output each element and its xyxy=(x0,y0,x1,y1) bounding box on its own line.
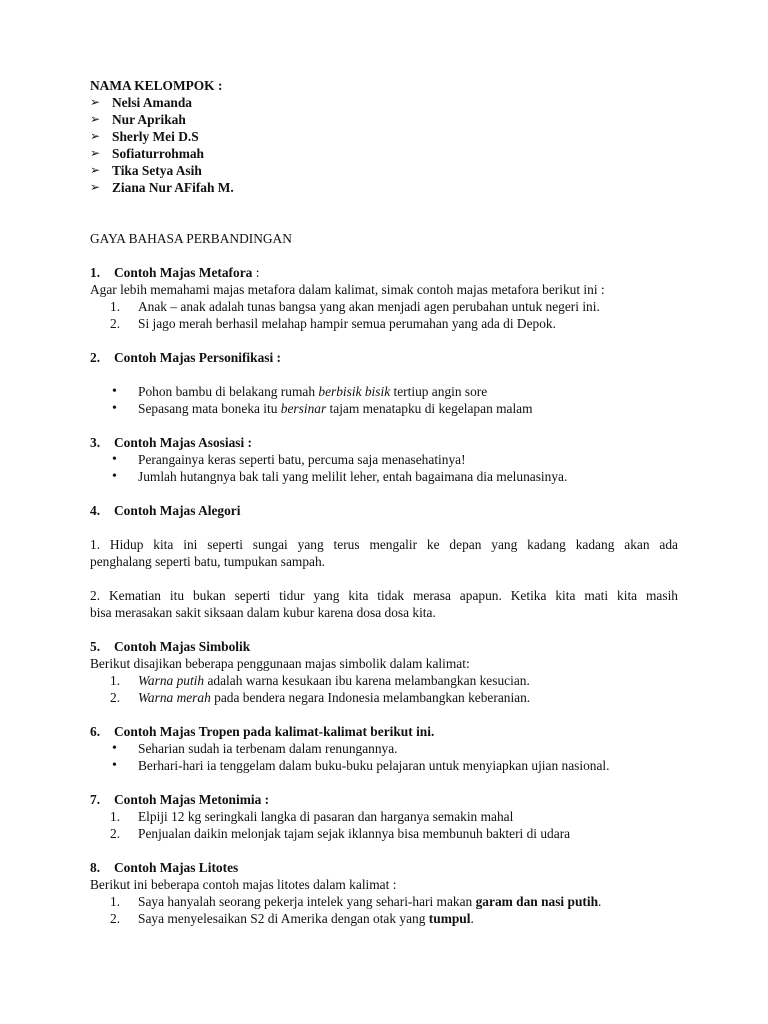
section-heading-metafora: 1. Contoh Majas Metafora : xyxy=(90,265,260,280)
list-item: • Perangainya keras seperti batu, percuma saja menasehatinya! xyxy=(112,452,466,467)
list-item: 1. Saya hanyalah seorang pekerja intelek yang sehari-hari makan garam dan nasi putih. xyxy=(110,894,602,909)
document-title: GAYA BAHASA PERBANDINGAN xyxy=(90,231,292,246)
section-heading-litotes: 8. Contoh Majas Litotes xyxy=(90,860,239,875)
list-item: 2. Saya menyelesaikan S2 di Amerika dengan otak yang tumpul. xyxy=(110,911,474,926)
paragraph-line: penghalang seperti batu, tumpukan sampah. xyxy=(90,554,326,569)
section-intro: Berikut ini beberapa contoh majas litotes dalam kalimat : xyxy=(90,877,397,892)
paragraph-line: bisa merasakan sakit siksaan dalam kubur karena dosa dosa kita. xyxy=(90,605,436,620)
list-item: 1. Warna putih adalah warna kesukaan ibu karena melambangkan kesucian. xyxy=(110,673,530,688)
list-item: 2. Warna merah pada bendera negara Indonesia melambangkan keberanian. xyxy=(110,690,531,705)
list-item: • Berhari-hari ia tenggelam dalam buku-buku pelajaran untuk menyiapkan ujian nasional. xyxy=(112,758,610,773)
bullet-icon: • xyxy=(112,741,117,756)
member-item: ➢ Nelsi Amanda xyxy=(90,95,192,110)
arrow-bullet-icon: ➢ xyxy=(90,112,101,126)
bullet-icon: • xyxy=(112,401,117,416)
arrow-bullet-icon: ➢ xyxy=(90,163,101,177)
list-item: 1. Elpiji 12 kg seringkali langka di pasaran dan harganya semakin mahal xyxy=(110,809,514,824)
list-item: 2. Penjualan daikin melonjak tajam sejak iklannya bisa membunuh bakteri di udara xyxy=(110,826,571,841)
list-item: • Pohon bambu di belakang rumah berbisik bisik tertiup angin sore xyxy=(112,384,488,399)
section-heading-metonimia: 7. Contoh Majas Metonimia : xyxy=(90,792,270,807)
arrow-bullet-icon: ➢ xyxy=(90,146,101,160)
section-heading-asosiasi: 3. Contoh Majas Asosiasi : xyxy=(90,435,253,450)
paragraph-line: 2. Kematian itu bukan seperti tidur yang kita tidak merasa apapun. Ketika kita mati kita masih xyxy=(90,588,678,603)
member-item: ➢ Nur Aprikah xyxy=(90,112,186,127)
section-heading-simbolik: 5. Contoh Majas Simbolik xyxy=(90,639,251,654)
section-intro: Berikut disajikan beberapa penggunaan majas simbolik dalam kalimat: xyxy=(90,656,470,671)
member-item: ➢ Sofiaturrohmah xyxy=(90,146,205,161)
list-item: • Sepasang mata boneka itu bersinar tajam menatapku di kegelapan malam xyxy=(112,401,533,416)
member-item: ➢ Tika Setya Asih xyxy=(90,163,202,178)
section-heading-tropen: 6. Contoh Majas Tropen pada kalimat-kalimat berikut ini. xyxy=(90,724,435,739)
bullet-icon: • xyxy=(112,469,117,484)
list-item: • Jumlah hutangnya bak tali yang melilit leher, entah bagaimana dia melunasinya. xyxy=(112,469,568,484)
arrow-bullet-icon: ➢ xyxy=(90,129,101,143)
list-item: 2. Si jago merah berhasil melahap hampir semua perumahan yang ada di Depok. xyxy=(110,316,556,331)
section-intro: Agar lebih memahami majas metafora dalam kalimat, simak contoh majas metafora berikut ini : xyxy=(90,282,605,297)
list-item: 1. Anak – anak adalah tunas bangsa yang akan menjadi agen perubahan untuk negeri ini. xyxy=(110,299,600,314)
bullet-icon: • xyxy=(112,452,117,467)
section-heading-alegori: 4. Contoh Majas Alegori xyxy=(90,503,241,518)
arrow-bullet-icon: ➢ xyxy=(90,95,101,109)
arrow-bullet-icon: ➢ xyxy=(90,180,101,194)
bullet-icon: • xyxy=(112,384,117,399)
group-heading: NAMA KELOMPOK : xyxy=(90,78,223,93)
bullet-icon: • xyxy=(112,758,117,773)
paragraph-line: 1. Hidup kita ini seperti sungai yang terus mengalir ke depan yang kadang kadang akan ada xyxy=(90,537,678,552)
member-item: ➢ Sherly Mei D.S xyxy=(90,129,199,144)
section-heading-personifikasi: 2. Contoh Majas Personifikasi : xyxy=(90,350,282,365)
list-item: • Seharian sudah ia terbenam dalam renungannya. xyxy=(112,741,398,756)
document-page xyxy=(90,77,678,927)
member-item: ➢ Ziana Nur AFifah M. xyxy=(90,180,234,195)
